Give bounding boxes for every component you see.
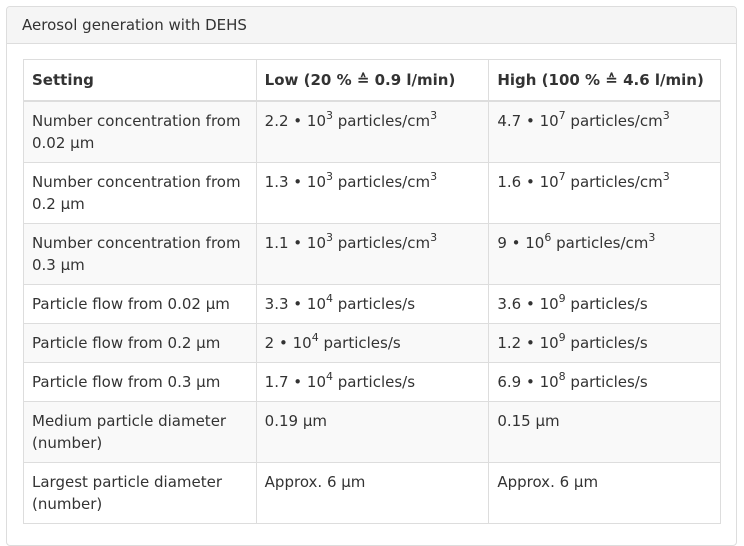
- value-unit: particles/s: [318, 334, 401, 352]
- header-setting: Setting: [24, 60, 257, 102]
- high-value-cell: [489, 224, 721, 285]
- low-value-cell: [256, 363, 489, 402]
- header-low: Low (20 % ≙ 0.9 l/min): [256, 60, 489, 102]
- setting-cell: Number concentration from 0.2 µm: [24, 163, 257, 224]
- value-unit: particles/cm: [551, 234, 649, 252]
- panel-title: Aerosol generation with DEHS: [7, 7, 736, 44]
- value-mantissa: 1.3 • 10: [264, 173, 326, 191]
- value-mantissa: 2 • 10: [264, 334, 312, 352]
- table-header-row: [24, 60, 721, 102]
- table-row: [24, 463, 721, 524]
- value-exp: 8: [558, 370, 566, 383]
- table-row: [24, 324, 721, 363]
- value-unit-exp: 3: [430, 231, 438, 244]
- high-value-cell: [489, 463, 721, 524]
- setting-cell: Number concentration from 0.02 µm: [24, 101, 257, 163]
- low-value-cell: [256, 402, 489, 463]
- value-unit: particles/s: [565, 373, 648, 391]
- value-unit: particles/cm: [565, 112, 663, 130]
- setting-cell: Medium particle diameter (number): [24, 402, 257, 463]
- value-unit-exp: 3: [648, 231, 656, 244]
- value-exp: 3: [326, 170, 333, 183]
- value-unit-exp: 3: [662, 109, 670, 122]
- value-mantissa: 1.6 • 10: [497, 173, 559, 191]
- table-row: [24, 224, 721, 285]
- header-high: High (100 % ≙ 4.6 l/min): [489, 60, 721, 102]
- value-exp: 7: [558, 170, 566, 183]
- low-value-cell: [256, 324, 489, 363]
- high-value-cell: [489, 402, 721, 463]
- value-mantissa: 3.6 • 10: [497, 295, 559, 313]
- value-exp: 3: [326, 231, 333, 244]
- value-mantissa: 0.15 µm: [497, 412, 560, 430]
- value-unit-exp: 3: [662, 170, 670, 183]
- table-row: [24, 285, 721, 324]
- low-value-cell: [256, 101, 489, 163]
- value-exp: 9: [558, 331, 566, 344]
- value-exp: 3: [326, 109, 333, 122]
- value-mantissa: 1.1 • 10: [264, 234, 326, 252]
- value-exp: 4: [311, 331, 319, 344]
- value-unit: particles/cm: [333, 112, 431, 130]
- high-value-cell: [489, 285, 721, 324]
- setting-cell: Number concentration from 0.3 µm: [24, 224, 257, 285]
- value-unit-exp: 3: [430, 170, 438, 183]
- table-row: [24, 163, 721, 224]
- value-unit: particles/cm: [333, 234, 431, 252]
- setting-cell: Largest particle diameter (number): [24, 463, 257, 524]
- value-mantissa: 1.7 • 10: [264, 373, 326, 391]
- aerosol-panel: [6, 6, 737, 546]
- value-mantissa: 4.7 • 10: [497, 112, 559, 130]
- high-value-cell: [489, 324, 721, 363]
- value-mantissa: 1.2 • 10: [497, 334, 559, 352]
- high-value-cell: [489, 163, 721, 224]
- setting-cell: Particle flow from 0.02 µm: [24, 285, 257, 324]
- value-unit: particles/cm: [565, 173, 663, 191]
- value-exp: 6: [544, 231, 552, 244]
- value-exp: 7: [558, 109, 566, 122]
- setting-cell: Particle flow from 0.3 µm: [24, 363, 257, 402]
- low-value-cell: [256, 224, 489, 285]
- value-exp: 4: [326, 370, 333, 383]
- value-mantissa: 9 • 10: [497, 234, 545, 252]
- value-unit: particles/cm: [333, 173, 431, 191]
- value-unit: particles/s: [565, 295, 648, 313]
- high-value-cell: [489, 363, 721, 402]
- value-exp: 9: [558, 292, 566, 305]
- value-mantissa: 0.19 µm: [264, 412, 327, 430]
- specs-table: [23, 59, 721, 524]
- low-value-cell: [256, 463, 489, 524]
- low-value-cell: [256, 163, 489, 224]
- table-row: [24, 402, 721, 463]
- table-row: [24, 101, 721, 163]
- low-value-cell: [256, 285, 489, 324]
- setting-cell: Particle flow from 0.2 µm: [24, 324, 257, 363]
- value-unit-exp: 3: [430, 109, 438, 122]
- table-row: [24, 363, 721, 402]
- value-unit: particles/s: [333, 295, 416, 313]
- value-unit: particles/s: [333, 373, 416, 391]
- value-mantissa: 6.9 • 10: [497, 373, 559, 391]
- value-unit: particles/s: [565, 334, 648, 352]
- value-exp: 4: [326, 292, 333, 305]
- value-mantissa: Approx. 6 µm: [264, 473, 366, 491]
- value-mantissa: 2.2 • 10: [264, 112, 326, 130]
- high-value-cell: [489, 101, 721, 163]
- value-mantissa: Approx. 6 µm: [497, 473, 599, 491]
- value-mantissa: 3.3 • 10: [264, 295, 326, 313]
